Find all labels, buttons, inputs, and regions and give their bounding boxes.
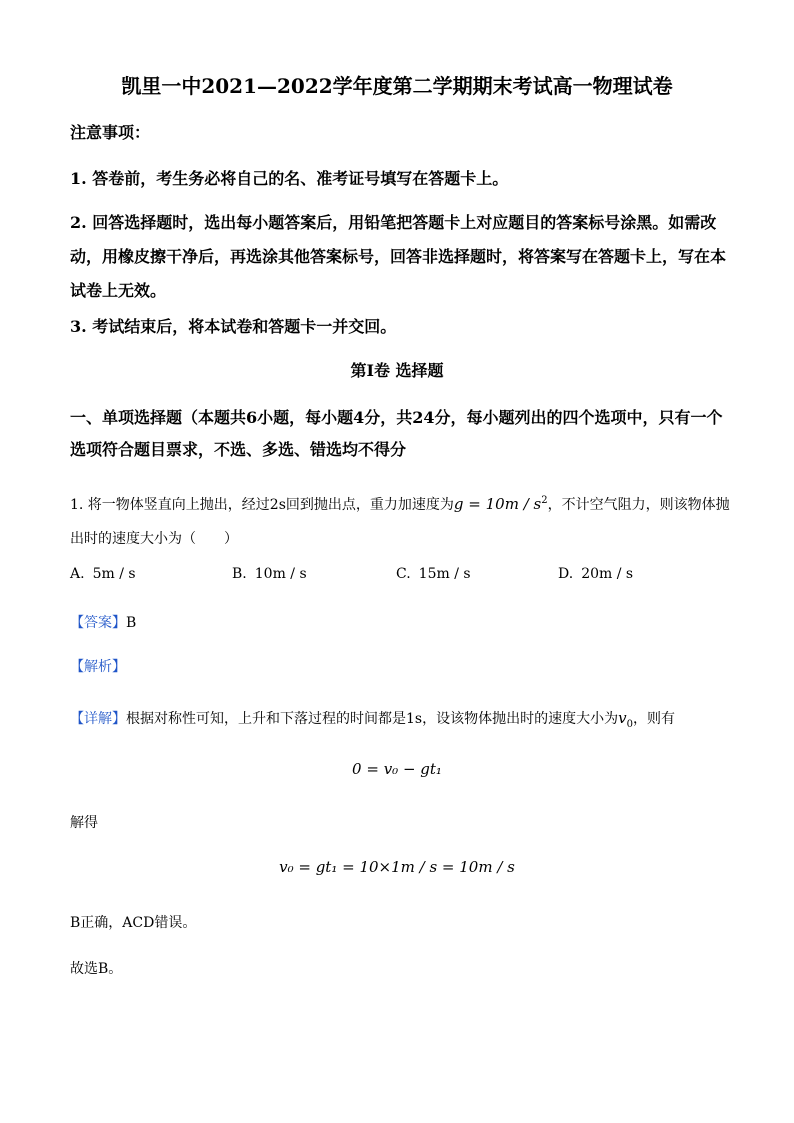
conclusion: B正确，ACD错误。	[70, 915, 197, 931]
option-c-letter: C.	[396, 566, 411, 582]
initial-velocity-symbol	[618, 709, 633, 730]
option-b-value: 10m / s	[254, 566, 307, 582]
detail-tail: ，则有	[632, 711, 675, 727]
option-c	[396, 566, 471, 582]
question-1-stem	[70, 484, 730, 556]
analysis-line	[70, 656, 126, 676]
question-1-stem-before: 1. 将一物体竖直向上抛出，经过2s回到抛出点，重力加速度为	[70, 497, 454, 513]
option-d-letter: D.	[558, 566, 574, 582]
notice-item-3: 3. 考试结束后，将本试卷和答题卡一并交回。	[70, 317, 397, 336]
exam-title: 凯里一中2021—2022学年度第二学期期末考试高一物理试卷	[121, 74, 673, 98]
option-a	[70, 566, 136, 582]
part-description: 一、单项选择题（本题共6小题，每小题4分，共24分，每小题列出的四个选项中，只有一个选项符合题目票求，不选、多选、错选均不得分	[70, 408, 723, 459]
initial-velocity-subscript: 0	[626, 719, 633, 730]
initial-velocity-var: v	[618, 709, 627, 727]
answer-line	[70, 612, 136, 632]
detail-text: 根据对称性可知，上升和下落过程的时间都是1s，设该物体抛出时的速度大小为	[126, 711, 619, 727]
equation-1: 0 = v₀ − gt₁	[352, 760, 442, 778]
option-a-value: 5m / s	[92, 566, 136, 582]
gravity-formula	[454, 495, 548, 513]
question-1-stem-after: ，不计空气阻力，则该物体抛出时的速度大小为（ ）	[70, 497, 730, 547]
answer-label: 【答案】	[70, 615, 126, 631]
option-d-value: 20m / s	[581, 566, 634, 582]
analysis-label: 【解析】	[70, 659, 126, 675]
option-b	[232, 566, 307, 582]
option-a-letter: A.	[70, 566, 85, 582]
question-1-options	[70, 566, 730, 590]
answer-value: B	[126, 615, 137, 631]
gravity-formula-exponent: 2	[541, 495, 548, 506]
detail-label: 【详解】	[70, 711, 126, 727]
option-c-value: 15m / s	[418, 566, 471, 582]
notice-item-2: 2. 回答选择题时，选出每小题答案后，用铅笔把答题卡上对应题目的答案标号涂黑。如需改动，用橡皮擦干净后，再选涂其他答案标号，回答非选择题时，将答案写在答题卡上，写在本试卷上无效。	[70, 213, 727, 300]
notice-heading: 注意事项：	[70, 123, 151, 142]
final-choice: 故选B。	[70, 961, 123, 977]
option-b-letter: B.	[232, 566, 247, 582]
detail-paragraph	[70, 706, 730, 737]
gravity-formula-text: g = 10m / s	[453, 495, 542, 513]
equation-2: v₀ = gt₁ = 10×1m / s = 10m / s	[279, 858, 515, 876]
option-d	[558, 566, 633, 582]
solve-label: 解得	[70, 815, 98, 831]
section-title: 第I卷 选择题	[350, 361, 444, 380]
notice-item-1: 1. 答卷前，考生务必将自己的名、准考证号填写在答题卡上。	[70, 169, 509, 188]
